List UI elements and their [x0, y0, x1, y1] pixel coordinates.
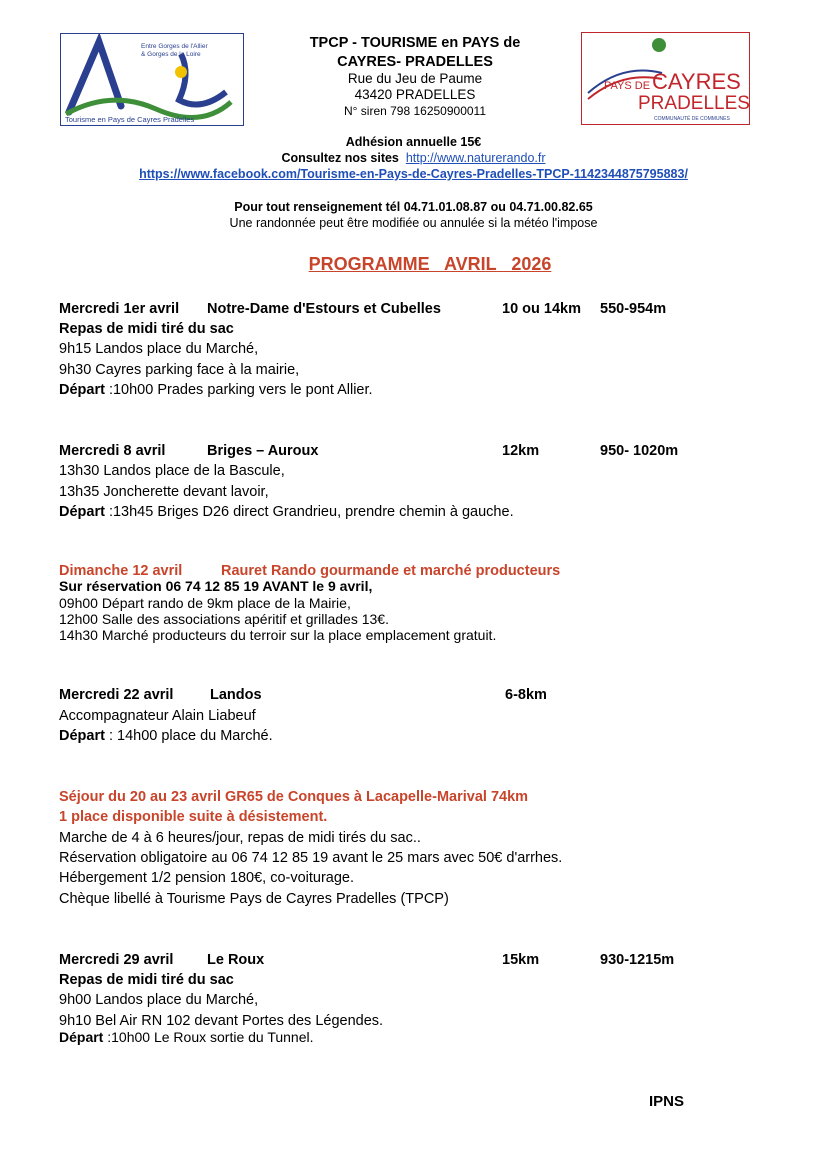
event-line: 13h30 Landos place de la Bascule,	[59, 463, 285, 479]
departure-text: :10h00 Prades parking vers le pont Allier.	[104, 382, 373, 398]
event-line: 9h15 Landos place du Marché,	[59, 341, 259, 357]
sejour-title: Séjour du 20 au 23 avril GR65 de Conques à Lacapelle-Marival 74km	[59, 789, 529, 805]
ipns-mark: IPNS	[649, 1093, 685, 1110]
event-line: Marche de 4 à 6 heures/jour, repas de midi tirés du sac..	[59, 830, 421, 846]
event-line: 9h00 Landos place du Marché,	[59, 992, 259, 1008]
logo-subtitle: COMMUNAUTÉ DE COMMUNES	[654, 116, 730, 122]
event-elevation: 950- 1020m	[600, 443, 679, 459]
logo-tagline-2: & Gorges de la Loire	[141, 51, 201, 58]
community-logo	[581, 32, 750, 125]
sejour-subtitle: 1 place disponible suite à désistement.	[59, 809, 328, 825]
event-line: 9h30 Cayres parking face à la mairie,	[59, 362, 300, 378]
organization-title	[250, 34, 580, 72]
logo-pays-de: PAYS DE	[604, 80, 651, 92]
event-place: Le Roux	[207, 952, 265, 968]
event-departure	[59, 502, 514, 522]
event-distance: 12km	[502, 443, 540, 459]
event-date: Dimanche 12 avril	[59, 563, 183, 579]
sites-label: Consultez nos sites	[281, 151, 399, 165]
phone-info: Pour tout renseignement tél 04.71.01.08.87 ou 04.71.00.82.65	[234, 200, 593, 214]
hiker-logo-icon	[61, 34, 243, 125]
logo-name: Tourisme en Pays de Cayres Pradelles	[65, 115, 195, 124]
event-distance: 6-8km	[505, 687, 547, 703]
event-date: Mercredi 1er avril	[59, 301, 180, 317]
event-line: 14h30 Marché producteurs du terroir sur la place emplacement gratuit.	[59, 627, 497, 643]
event-line: Hébergement 1/2 pension 180€, co-voiturage.	[59, 870, 355, 886]
event-reservation: Sur réservation 06 74 12 85 19 AVANT le 9 avril,	[59, 578, 373, 594]
membership-fee: Adhésion annuelle 15€	[345, 135, 482, 149]
event-date: Mercredi 22 avril	[59, 687, 174, 703]
event-place: Briges – Auroux	[207, 443, 319, 459]
departure-label: Départ	[59, 382, 105, 398]
event-distance: 15km	[502, 952, 540, 968]
city: 43420 PRADELLES	[354, 87, 476, 102]
departure-text: :13h45 Briges D26 direct Grandrieu, prendre chemin à gauche.	[104, 504, 514, 520]
logo-pradelles: PRADELLES	[638, 93, 749, 114]
logo-tagline-1: Entre Gorges de l'Allier	[141, 43, 208, 50]
event-place: Landos	[210, 687, 262, 703]
event-distance: 10 ou 14km	[502, 301, 581, 317]
departure-label: Départ	[59, 1029, 104, 1045]
weather-note: Une randonnée peut être modifiée ou annulée si la météo l'impose	[229, 216, 598, 230]
event-note: Repas de midi tiré du sac	[59, 972, 234, 988]
sites-line	[0, 151, 827, 165]
facebook-link[interactable]: https://www.facebook.com/Tourisme-en-Pays-de-Cayres-Pradelles-TPCP-1142344875795883/	[139, 167, 688, 181]
event-line: Réservation obligatoire au 06 74 12 85 19 avant le 25 mars avec 50€ d'arrhes.	[59, 850, 563, 866]
title-line-2: CAYRES- PRADELLES	[337, 54, 493, 70]
cayres-logo-icon	[582, 33, 749, 124]
event-note: Repas de midi tiré du sac	[59, 321, 234, 337]
address-block	[250, 71, 580, 119]
departure-text: : 14h00 place du Marché.	[104, 728, 273, 744]
departure-text: :10h00 Le Roux sortie du Tunnel.	[103, 1029, 314, 1045]
association-logo	[60, 33, 244, 126]
website-link[interactable]: http://www.naturerando.fr	[405, 151, 546, 165]
departure-label: Départ	[59, 728, 105, 744]
event-line: 9h10 Bel Air RN 102 devant Portes des Légendes.	[59, 1013, 384, 1029]
program-title: PROGRAMME AVRIL 2026	[308, 254, 552, 274]
departure-label: Départ	[59, 504, 105, 520]
event-date: Mercredi 8 avril	[59, 443, 166, 459]
facebook-line	[0, 167, 827, 181]
event-departure	[59, 1029, 314, 1046]
event-line: 13h35 Joncherette devant lavoir,	[59, 484, 269, 500]
event-line: 12h00 Salle des associations apéritif et grillades 13€.	[59, 611, 389, 627]
event-date: Mercredi 29 avril	[59, 952, 174, 968]
event-line: 09h00 Départ rando de 9km place de la Mairie,	[59, 595, 351, 611]
event-elevation: 930-1215m	[600, 952, 675, 968]
event-departure	[59, 380, 373, 400]
event-elevation: 550-954m	[600, 301, 667, 317]
event-place: Rauret Rando gourmande et marché producteurs	[221, 563, 561, 579]
event-line: Chèque libellé à Tourisme Pays de Cayres Pradelles (TPCP)	[59, 891, 449, 907]
event-place: Notre-Dame d'Estours et Cubelles	[207, 301, 441, 317]
siren: N° siren 798 16250900011	[343, 104, 487, 118]
logo-cayres: CAYRES	[652, 69, 741, 94]
event-departure	[59, 726, 273, 746]
title-line-1: TPCP - TOURISME en PAYS de	[309, 35, 521, 51]
event-line: Accompagnateur Alain Liabeuf	[59, 708, 256, 724]
street: Rue du Jeu de Paume	[347, 71, 483, 86]
